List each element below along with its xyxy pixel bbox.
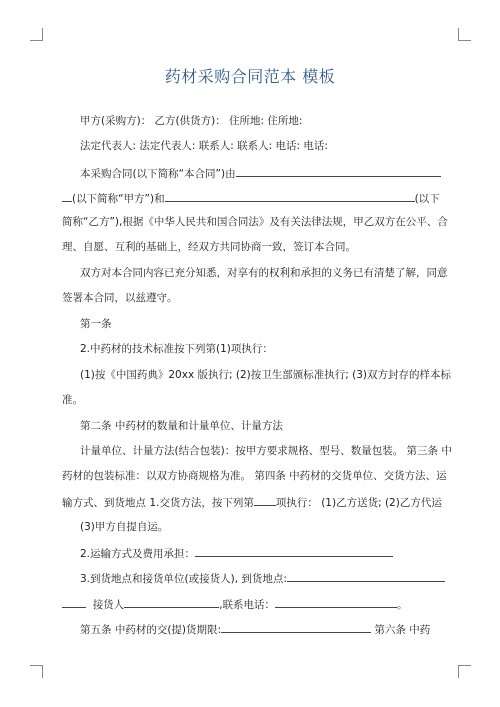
acknowledge-line: 双方对本合同内容已充分知悉，对享有的权利和承担的义务已有清楚了解，同意 [80,267,448,279]
delivery-method-text: 输方式、到货地点 1.交货方法，按下列第 [62,497,254,509]
corner-mark-bottom-left [30,665,43,678]
self-pickup-line: (3)甲方自提自运。 [80,521,169,533]
blank-destination-cont[interactable] [62,596,86,608]
tech-standard-line: 2.中药材的技术标准按下列第(1)项执行： [80,343,273,355]
delivery-deadline-line [62,621,458,637]
blank-receiver[interactable] [124,596,219,608]
destination-line [62,570,458,586]
transport-line [62,545,458,561]
delivery-options-text: 项执行： (1)乙方送货; (2)乙方代运 [275,497,442,509]
article-1-heading: 第一条 [80,318,112,330]
standard-options-line-2: 准。 [62,394,83,406]
corner-mark-bottom-right [458,665,471,678]
blank-deadline[interactable] [221,621,371,633]
blank-phone[interactable] [275,596,397,608]
legal-basis-line-2: 理、自愿、互利的基础上，经双方共同协商一致，签订本合同。 [62,241,356,253]
acknowledge-line-2: 签署本合同，以兹遵守。 [62,292,178,304]
contract-intro-line [62,165,458,181]
measurement-line: 计量单位、计量方法(结合包装)：按甲方要求规格、型号、数量包装。 第三条 中 [80,445,452,457]
blank-party-a[interactable] [236,165,441,177]
transport-text: 2.运输方式及费用承担： [80,548,196,560]
party-a-abbrev-text: (以下简称“甲方”)和 [72,193,165,205]
blank-party-a-cont[interactable] [62,190,72,202]
corner-mark-top-right [458,28,471,41]
party-abbrev-line [62,190,440,206]
standard-options-line: (1)按《中国药典》20xx 版执行; (2)按卫生部颁标准执行; (3)双方封存的样本标 [80,369,451,381]
document-title: 药材采购合同范本 模板 [164,67,336,86]
blank-party-b[interactable] [165,190,415,202]
party-b-abbrev-text: (以下 [414,193,440,205]
phone-text: ,联系电话： [219,599,276,611]
destination-text: 3.到货地点和接货单位(或接货人), 到货地点: [80,573,287,585]
party-line: 甲方(采购方)： 乙方(供货方)： 住所地: 住所地: [80,115,303,127]
article-2-heading: 第二条 中药材的数量和计量单位、计量方法 [80,420,283,432]
receiver-text: 接货人 [92,599,125,611]
blank-destination[interactable] [287,570,445,582]
packaging-line: 药材的包装标准：以双方协商规格为准。 第四条 中药材的交货单位、交货方法、运 [62,470,447,482]
blank-delivery-option[interactable] [254,494,276,506]
article-6-start: 第六条 中药 [374,624,431,636]
representative-line: 法定代表人: 法定代表人: 联系人: 联系人: 电话: 电话: [80,140,328,152]
corner-mark-top-left [30,28,43,41]
deadline-text: 第五条 中药材的交(提)货期限: [80,624,222,636]
receiver-line [62,596,440,612]
blank-transport[interactable] [195,545,393,557]
receiver-end: 。 [397,599,408,611]
legal-basis-line: 简称“乙方”),根据《中华人民共和国合同法》及有关法律法规，甲乙双方在公平、合 [62,216,448,228]
contract-intro-text: 本采购合同(以下简称“本合同”)由 [80,168,236,180]
delivery-method-line [62,494,440,510]
